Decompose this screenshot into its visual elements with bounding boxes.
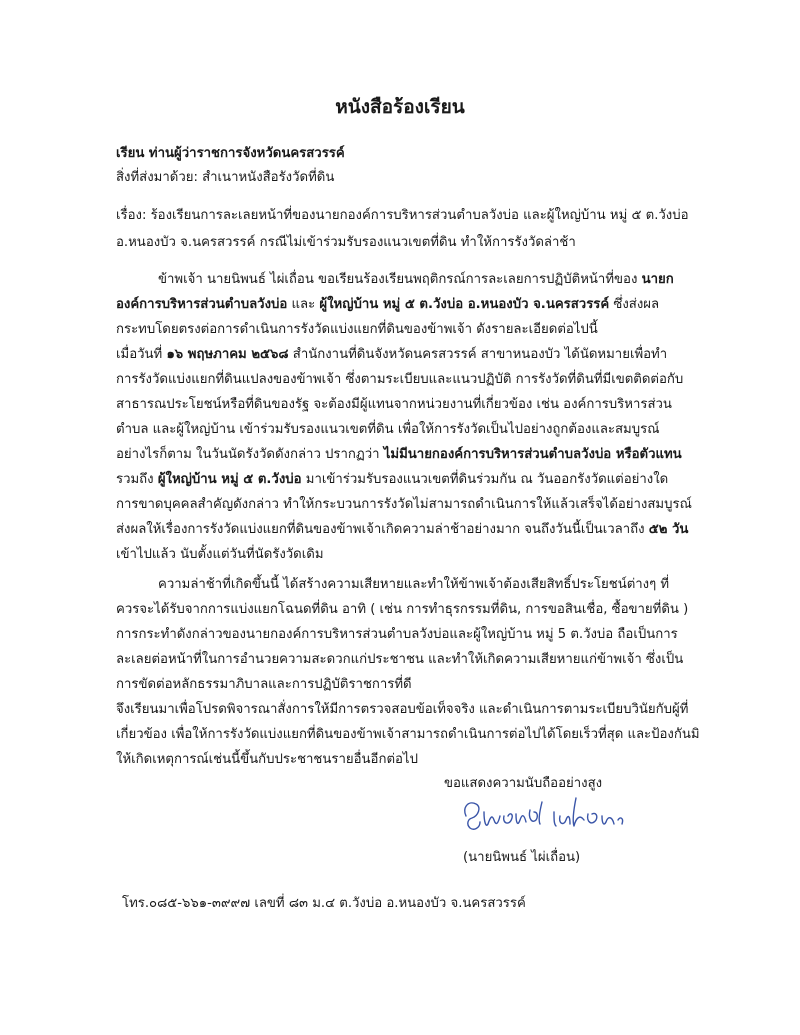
body-paragraph-1-line-5: การรังวัดแบ่งแยกที่ดินแปลงของข้าพเจ้า ซึ่งตามระเบียบและแนวปฏิบัติ การรังวัดที่ดินที่มีเขตติดต่อกับ	[116, 372, 684, 387]
body-paragraph-1-line-6: สาธารณประโยชน์หรือที่ดินของรัฐ จะต้องมีผู้แทนจากหน่วยงานที่เกี่ยวข้อง เช่น องค์การบริหารส่วน	[116, 397, 672, 412]
body-paragraph-2-line-3: การกระทำดังกล่าวของนายกองค์การบริหารส่วนตำบลวังบ่อและผู้ใหญ่บ้าน หมู่ 5 ต.วังบ่อ ถือเป็นการ	[116, 627, 678, 642]
body-paragraph-3-line-2: เกี่ยวข้อง เพื่อให้การรังวัดแบ่งแยกที่ดินของข้าพเจ้าสามารถดำเนินการต่อไปได้โดยเร็วที่สุด และป้องกันมิ	[116, 727, 700, 742]
body-paragraph-1-line-2: องค์การบริหารส่วนตำบลวังบ่อ และ ผู้ใหญ่บ้าน หมู่ ๕ ต.วังบ่อ อ.หนองบัว จ.นครสวรรค์ ซึ่งส่งผล	[116, 297, 660, 312]
body-paragraph-1-line-10: การขาดบุคคลสำคัญดังกล่าว ทำให้กระบวนการรังวัดไม่สามารถดำเนินการให้แล้วเสร็จได้อย่างสมบูรณ์	[116, 497, 692, 512]
document-title: หนังสือร้องเรียน	[335, 96, 465, 118]
body-paragraph-1-line-3: กระทบโดยตรงต่อการดำเนินการรังวัดแบ่งแยกที่ดินของข้าพเจ้า ดังรายละเอียดต่อไปนี้	[116, 322, 598, 337]
body-paragraph-1-line-12: เข้าไปแล้ว นับตั้งแต่วันที่นัดรังวัดเดิม	[116, 547, 324, 562]
body-paragraph-2-line-2: ควรจะได้รับจากการแบ่งแยกโฉนดที่ดิน อาทิ ( เช่น การทำธุรกรรมที่ดิน, การขอสินเชื่อ, ซื้อขายที่ดิน )	[116, 602, 689, 617]
body-paragraph-1-line-1: ข้าพเจ้า นายนิพนธ์ ไผ่เถื่อน ขอเรียนร้องเรียนพฤติกรณ์การละเลยการปฏิบัติหน้าที่ของ นายก	[158, 272, 674, 287]
body-paragraph-3-line-1: จึงเรียนมาเพื่อโปรดพิจารณาสั่งการให้มีการตรวจสอบข้อเท็จจริง และดำเนินการตามระเบียบวินัยกับผู้ที่	[116, 702, 689, 717]
subject-line-1: เรื่อง: ร้องเรียนการละเลยหน้าที่ของนายกองค์การบริหารส่วนตำบลวังบ่อ และผู้ใหญ่บ้าน หมู่ ๕ ต.วังบ่อ	[116, 208, 689, 223]
closing-salutation: ขอแสดงความนับถืออย่างสูง	[444, 776, 603, 791]
contact-footer: โทร.๐๘๕-๖๖๑-๓๙๙๗ เลขที่ ๘๓ ม.๔ ต.วังบ่อ อ.หนองบัว จ.นครสวรรค์	[122, 896, 526, 911]
handwritten-signature	[458, 794, 628, 840]
body-paragraph-2-line-1: ความล่าช้าที่เกิดขึ้นนี้ ได้สร้างความเสียหายและทำให้ข้าพเจ้าต้องเสียสิทธิ์ประโยชน์ต่างๆ ที่	[158, 577, 670, 592]
enclosure-line: สิ่งที่ส่งมาด้วย: สำเนาหนังสือรังวัดที่ดิน	[116, 170, 335, 185]
body-paragraph-3-line-3: ให้เกิดเหตุการณ์เช่นนี้ขึ้นกับประชาชนรายอื่นอีกต่อไป	[116, 752, 418, 767]
body-paragraph-1-line-8: อย่างไรก็ตาม ในวันนัดรังวัดดังกล่าว ปรากฏว่า ไม่มีนายกองค์การบริหารส่วนตำบลวังบ่อ หรือตัวแทน	[116, 447, 682, 462]
body-paragraph-2-line-5: การขัดต่อหลักธรรมาภิบาลและการปฏิบัติราชการที่ดี	[116, 677, 412, 692]
signer-name: (นายนิพนธ์ ไผ่เถื่อน)	[463, 850, 581, 865]
body-paragraph-1-line-11: ส่งผลให้เรื่องการรังวัดแบ่งแยกที่ดินของข้าพเจ้าเกิดความล่าช้าอย่างมาก จนถึงวันนี้เป็นเวลาถึง ๕๒ วัน	[116, 522, 689, 537]
recipient-line: เรียน ท่านผู้ว่าราชการจังหวัดนครสวรรค์	[116, 146, 345, 161]
body-paragraph-1-line-4: เมื่อวันที่ ๑๖ พฤษภาคม ๒๕๖๘ สำนักงานที่ดินจังหวัดนครสวรรค์ สาขาหนองบัว ได้นัดหมายเพื่อทำ	[116, 347, 668, 362]
subject-line-2: อ.หนองบัว จ.นครสวรรค์ กรณีไม่เข้าร่วมรับรองแนวเขตที่ดิน ทำให้การรังวัดล่าช้า	[116, 235, 576, 250]
body-paragraph-1-line-7: ตำบล และผู้ใหญ่บ้าน เข้าร่วมรับรองแนวเขตที่ดิน เพื่อให้การรังวัดเป็นไปอย่างถูกต้องและสมบูรณ์	[116, 422, 660, 437]
body-paragraph-2-line-4: ละเลยต่อหน้าที่ในการอำนวยความสะดวกแก่ประชาชน และทำให้เกิดความเสียหายแก่ข้าพเจ้า ซึ่งเป็น	[116, 652, 684, 667]
body-paragraph-1-line-9: รวมถึง ผู้ใหญ่บ้าน หมู่ ๕ ต.วังบ่อ มาเข้าร่วมรับรองแนวเขตที่ดินร่วมกัน ณ วันออกรังวัดแต่อย่างใด	[116, 472, 669, 487]
